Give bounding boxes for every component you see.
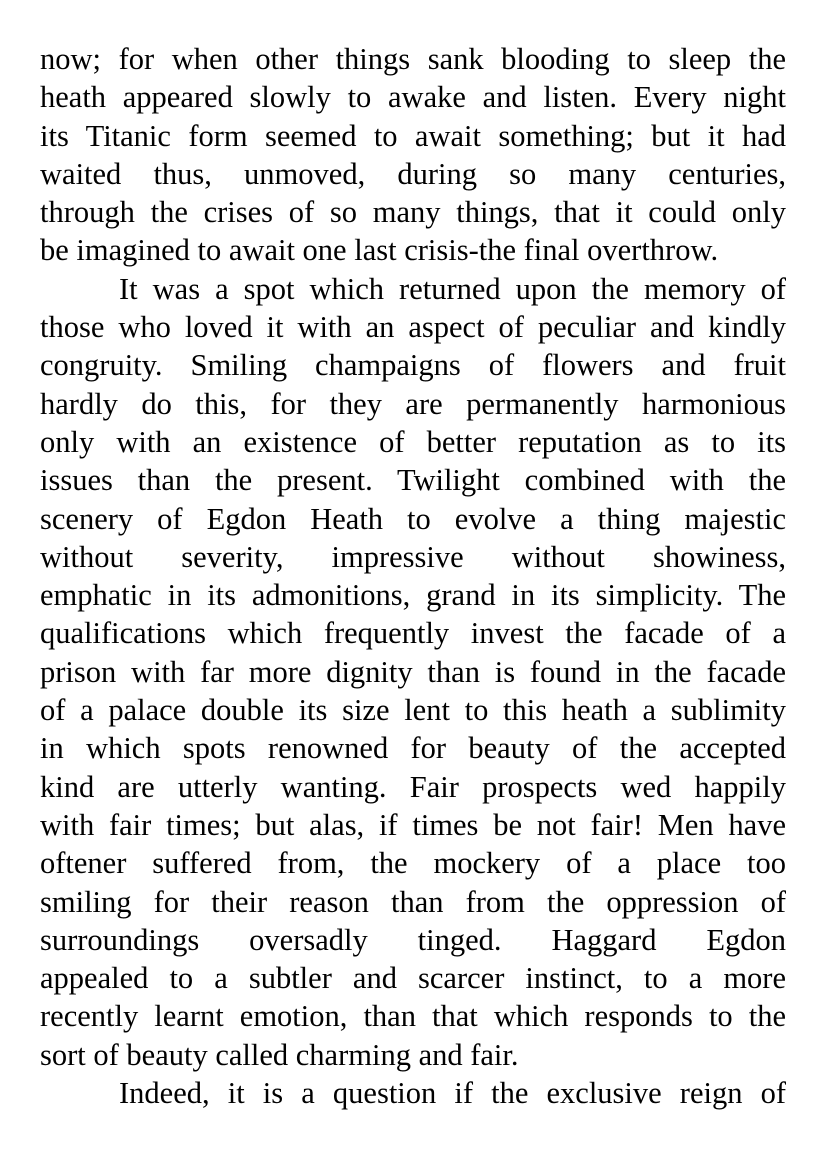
text-line: congruity. Smiling champaigns of flowers and fruit (40, 348, 786, 383)
text-line: be imagined to await one last crisis-the final overthrow. (40, 233, 719, 268)
text-line: those who loved it with an aspect of peculiar and kindly (40, 310, 786, 345)
text-line: heath appeared slowly to awake and listen. Every night (40, 80, 786, 115)
text-line: through the crises of so many things, that it could only (40, 195, 786, 230)
text-line: now; for when other things sank blooding to sleep the (40, 42, 786, 76)
text-line: scenery of Egdon Heath to evolve a thing majestic (40, 501, 786, 536)
text-line: without severity, impressive without showiness, (40, 539, 786, 574)
text-line: sort of beauty called charming and fair. (40, 1037, 519, 1072)
text-line: with fair times; but alas, if times be not fair! Men have (40, 807, 786, 842)
text-line: oftener suffered from, the mockery of a place too (40, 846, 786, 881)
text-line: It was a spot which returned upon the memory of (119, 271, 786, 306)
text-line: of a palace double its size lent to this heath a sublimity (40, 693, 786, 728)
paragraph-1 (40, 40, 786, 270)
text-line: smiling for their reason than from the oppression of (40, 884, 786, 919)
text-line: waited thus, unmoved, during so many centuries, (40, 156, 786, 191)
text-line: surroundings oversadly tinged. Haggard Egdon (40, 922, 786, 957)
text-line: issues than the present. Twilight combined with the (40, 463, 786, 498)
text-line: qualifications which frequently invest the facade of a (40, 616, 786, 651)
text-line: only with an existence of better reputation as to its (40, 424, 786, 459)
text-line: recently learnt emotion, than that which responds to the (40, 999, 786, 1034)
text-line: prison with far more dignity than is found in the facade (40, 654, 786, 689)
paragraph-2 (40, 270, 786, 1074)
text-line: emphatic in its admonitions, grand in its simplicity. The (40, 578, 786, 613)
text-line: appealed to a subtler and scarcer instinct, to a more (40, 961, 786, 996)
document-page (40, 40, 786, 1112)
text-line: Indeed, it is a question if the exclusive reign of (119, 1076, 786, 1111)
text-line: hardly do this, for they are permanently harmonious (40, 386, 786, 421)
text-line: in which spots renowned for beauty of the accepted (40, 731, 786, 766)
text-line: its Titanic form seemed to await something; but it had (40, 118, 786, 153)
paragraph-3 (40, 1074, 786, 1112)
text-line: kind are utterly wanting. Fair prospects wed happily (40, 769, 786, 804)
